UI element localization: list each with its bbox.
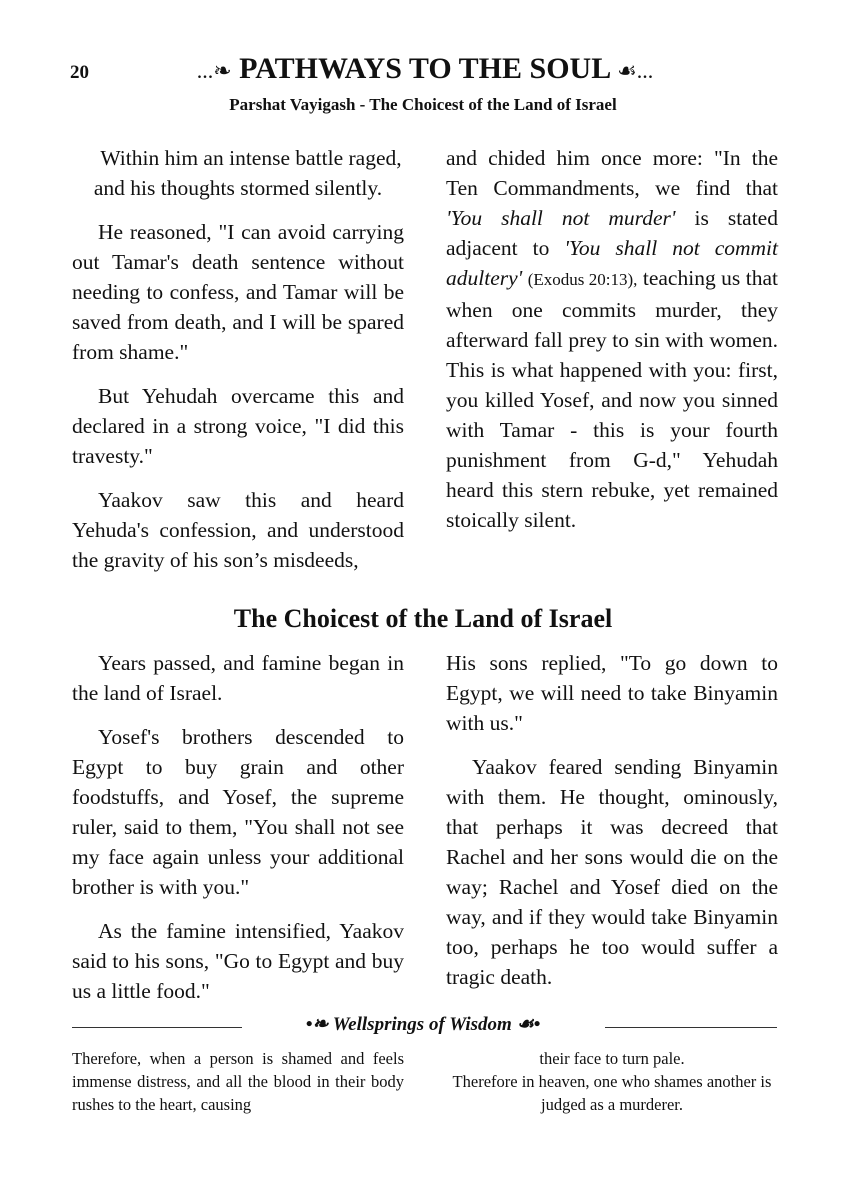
wellsprings-title: Wellsprings of Wisdom bbox=[332, 1014, 512, 1035]
ornament-left-icon: •❧ bbox=[305, 1014, 329, 1035]
paragraph bbox=[446, 143, 778, 535]
paragraph: Yosef's brothers descended to Egypt to buy grain and other foodstuffs, and Yosef, the supreme ruler, said to them, "You shall not see my face again unless your additional brother is with you." bbox=[72, 725, 404, 899]
paragraph: His sons replied, "To go down to Egypt, we will need to take Binyamin with us." bbox=[446, 651, 778, 735]
paragraph: Within him an intense battle raged, and his thoughts stormed silently. bbox=[93, 146, 402, 200]
footer-title bbox=[0, 1013, 846, 1036]
text: and chided him once more: "In the Ten Commandments, we find that bbox=[446, 146, 778, 200]
text: is stated adjacent to bbox=[446, 206, 778, 260]
quote: 'You shall not murder' bbox=[446, 206, 676, 230]
bottom-left-column bbox=[72, 648, 404, 1020]
ornament-left-icon: ...❧ bbox=[196, 58, 232, 83]
ornament-right-icon: ☙• bbox=[516, 1014, 541, 1035]
quote: 'You shall not commit adultery' bbox=[446, 236, 778, 290]
paragraph: He reasoned, "I can avoid carrying out Tamar's death sentence without needing to confess, and Tamar will be saved from death, and I will be spared from shame." bbox=[72, 220, 404, 364]
page-number: 20 bbox=[70, 62, 89, 83]
text: teaching us that when one commits murder, they afterward fall prey to sin with women. This is what happened with you: first, you killed Yosef, and now you sinned with Tamar - this is your fourth punishment from G-d," Yehudah heard this stern rebuke, yet remained stoically silent. bbox=[446, 266, 779, 532]
paragraph: Years passed, and famine began in the land of Israel. bbox=[72, 651, 404, 705]
paragraph: But Yehudah overcame this and declared in a strong voice, "I did this travesty." bbox=[72, 384, 404, 468]
top-right-column bbox=[446, 143, 778, 549]
book-title: PATHWAYS TO THE SOUL bbox=[239, 52, 610, 85]
footer-right-column bbox=[446, 1047, 778, 1116]
footer-text: their face to turn pale. bbox=[539, 1049, 685, 1068]
footer-text: Therefore, when a person is shamed and feels immense distress, and all the blood in their body rushes to the heart, causing bbox=[72, 1049, 404, 1114]
bottom-right-column bbox=[446, 648, 778, 1006]
top-left-column bbox=[72, 143, 404, 589]
footer-text: Therefore in heaven, one who shames another is judged as a murderer. bbox=[452, 1072, 772, 1114]
paragraph: As the famine intensified, Yaakov said to his sons, "Go to Egypt and buy us a little food." bbox=[72, 919, 404, 1003]
chapter-subtitle: Parshat Vayigash - The Choicest of the Land of Israel bbox=[229, 95, 617, 114]
section-title: The Choicest of the Land of Israel bbox=[233, 604, 613, 633]
paragraph: Yaakov feared sending Binyamin with them. He thought, ominously, that perhaps it was decreed that Rachel and her sons would die on the way; Rachel and Yosef died on the way, and if they would take Binyamin too, perhaps he too would suffer a tragic death. bbox=[446, 755, 778, 989]
ornament-right-icon: ☙... bbox=[617, 58, 654, 83]
paragraph: Yaakov saw this and heard Yehuda's confession, and understood the gravity of his son’s misdeeds, bbox=[72, 488, 404, 572]
footer-left-column bbox=[72, 1047, 404, 1116]
running-header bbox=[130, 52, 720, 86]
reference: (Exodus 20:13), bbox=[527, 270, 638, 289]
